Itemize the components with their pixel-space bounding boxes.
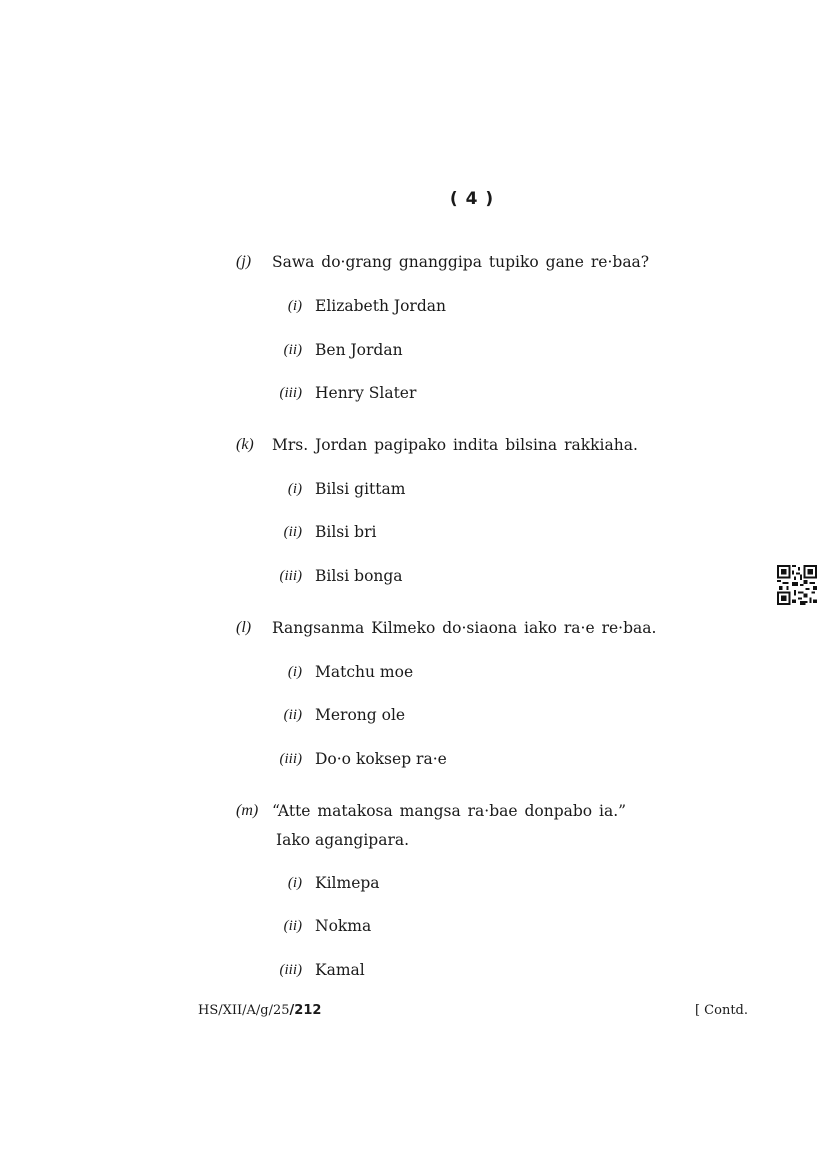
option-text: Matchu moe: [315, 663, 414, 681]
option-text: Ben Jordan: [315, 341, 403, 359]
option-text: Bilsi gittam: [315, 480, 406, 498]
option-text: Bilsi bri: [315, 523, 377, 541]
question-label: (k): [236, 436, 254, 453]
option-text: Kilmepa: [315, 874, 380, 892]
paper-code: HS/XII/A/g/25/212: [198, 1003, 322, 1018]
contd-label: [ Contd.: [694, 1003, 748, 1018]
question-text: Mrs. Jordan pagipako indita bilsina rakkiaha.: [272, 436, 638, 454]
option-text: Henry Slater: [315, 384, 417, 402]
question-text: Sawa do·grang gnanggipa tupiko gane re·baa?: [272, 253, 650, 271]
option-text: Elizabeth Jordan: [315, 297, 446, 315]
question-text-line2: Iako agangipara.: [276, 831, 410, 849]
question-label: (l): [236, 619, 252, 636]
qr-code-icon: [777, 565, 817, 605]
question-label: (j): [236, 253, 252, 270]
question-text: Rangsanma Kilmeko do·siaona iako ra·e re·baa.: [272, 619, 657, 637]
option-text: Merong ole: [315, 706, 406, 724]
question-label: (m): [236, 802, 259, 819]
option-text: Kamal: [315, 961, 365, 979]
page-number: ( 4 ): [449, 189, 495, 209]
option-text: Nokma: [315, 917, 372, 935]
option-text: Bilsi bonga: [315, 567, 403, 585]
option-text: Do·o koksep ra·e: [315, 750, 447, 768]
question-text: “Atte matakosa mangsa ra·bae donpabo ia.”: [272, 802, 627, 820]
